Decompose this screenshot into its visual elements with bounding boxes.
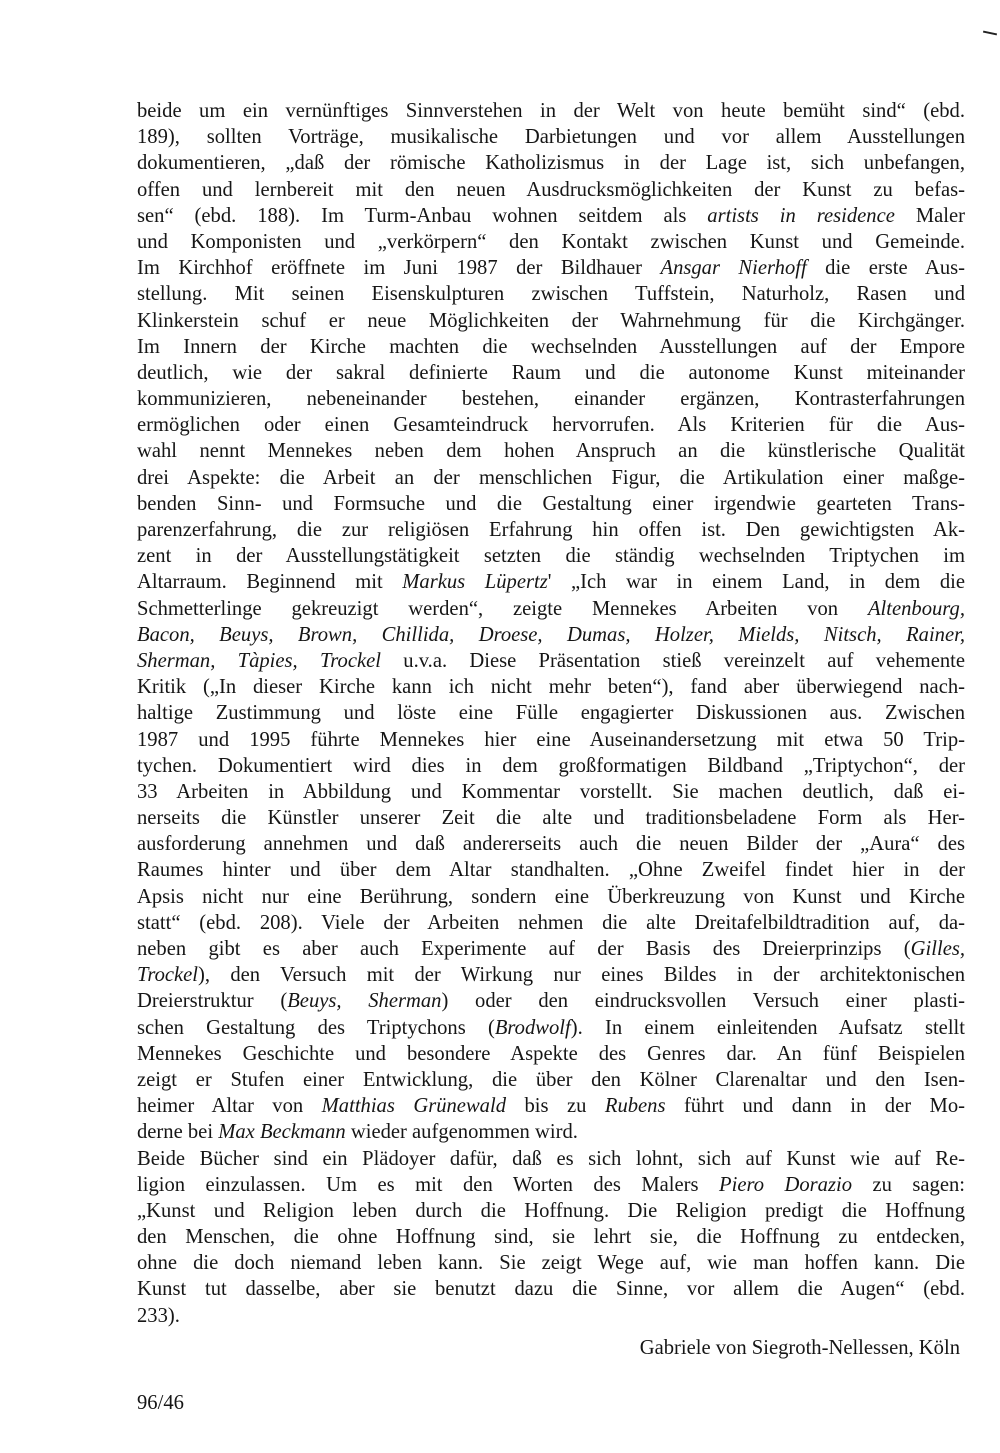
text-run: benden Sinn- und Formsuche und die Gestaltung einer irgendwie gearteten Trans-: [137, 492, 965, 515]
text-line: [137, 1276, 965, 1302]
text-run: ohne die doch niemand leben kann. Sie zeigt Wege auf, wie man hoffen kann. Die: [137, 1252, 965, 1275]
text-line: [137, 203, 965, 229]
text-line: [137, 491, 965, 517]
text-run: zu sagen:: [852, 1173, 965, 1196]
text-run: stellung. Mit seinen Eisenskulpturen zwischen Tuffstein, Naturholz, Rasen und: [137, 283, 965, 306]
text-run: heimer Altar von: [137, 1095, 322, 1118]
text-run: ' „Ich war in einem Land, in dem die: [547, 571, 965, 594]
text-line: [137, 517, 965, 543]
text-run: beide um ein vernünftiges Sinnverstehen in der Welt von heute bemüht sind“ (ebd.: [137, 100, 965, 122]
text-line: [137, 1041, 965, 1067]
text-line: [137, 360, 965, 386]
text-line: [137, 988, 965, 1014]
text-line: [137, 543, 965, 569]
italic-name: Piero Dorazio: [719, 1173, 852, 1196]
text-run: derne bei: [137, 1121, 219, 1144]
text-run: parenzerfahrung, die zur religiösen Erfahrung hin offen ist. Den gewichtigsten Ak-: [137, 519, 965, 541]
text-run: Kunst tut dasselbe, aber sie benutzt dazu die Sinne, vor allem die Augen“ (ebd.: [137, 1278, 965, 1301]
text-line: [137, 622, 965, 648]
text-line: [137, 1172, 965, 1198]
text-run: wahl nennt Mennekes neben dem hohen Anspruch an die künstlerische Qualität: [137, 440, 965, 463]
text-run: ). In einem einleitenden Aufsatz stellt: [570, 1016, 965, 1039]
text-line: [137, 805, 965, 831]
text-run: und Komponisten und „verkörpern“ den Kontakt zwischen Kunst und Gemeinde.: [137, 230, 965, 253]
text-line: [137, 1119, 965, 1145]
text-line: [137, 229, 965, 255]
text-run: Raumes hinter und über dem Altar standhalten. „Ohne Zweifel findet hier in der: [137, 859, 965, 882]
text-run: statt“ (ebd. 208). Viele der Arbeiten nehmen die alte Dreitafelbildtradition auf, da-: [137, 911, 965, 934]
italic-name: Sherman, Tàpies, Trockel: [137, 649, 381, 672]
text-line: [137, 177, 965, 203]
text-run: Im Kirchhof eröffnete im Juni 1987 der Bildhauer: [137, 257, 661, 280]
text-line: [137, 648, 965, 674]
scan-mark: [983, 31, 997, 36]
text-run: Apsis nicht nur eine Berührung, sondern eine Überkreuzung von Kunst und Kirche: [137, 885, 965, 908]
text-line: [137, 674, 965, 700]
author-signature: Gabriele von Siegroth-Nellessen, Köln: [639, 1337, 960, 1359]
text-run: 233).: [137, 1304, 180, 1327]
text-line: [137, 465, 965, 491]
text-run: ), den Versuch mit der Wirkung nur eines Bildes in der architektonischen: [198, 964, 965, 987]
text-line: [137, 910, 965, 936]
text-line: [137, 150, 965, 176]
text-run: sen“ (ebd. 188). Im Turm-Anbau wohnen seitdem als: [137, 204, 708, 227]
text-run: ) oder den eindrucksvollen Versuch einer plasti-: [441, 990, 965, 1013]
italic-name: Brodwolf: [494, 1016, 571, 1039]
text-run: ausforderung annehmen und daß andererseits auch die neuen Bilder der „Aura“ des: [137, 833, 965, 856]
text-line: [137, 700, 965, 726]
text-run: Mennekes Geschichte und besondere Aspekte des Genres dar. An fünf Beispielen: [137, 1042, 965, 1065]
text-run: Schmetterlinge gekreuzigt werden“, zeigte Mennekes Arbeiten von: [137, 597, 868, 620]
text-run: Klinkerstein schuf er neue Möglichkeiten der Wahrnehmung für die Kirchgänger.: [137, 309, 965, 332]
italic-name: Beuys, Sherman: [287, 990, 442, 1013]
italic-name: Gilles,: [910, 938, 965, 960]
text-run: 1987 und 1995 führte Mennekes hier eine Auseinandersetzung mit etwa 50 Trip-: [137, 728, 965, 751]
text-run: zent in der Ausstellungstätigkeit setzten die ständig wechselnden Triptychen im: [137, 545, 965, 568]
text-run: 33 Arbeiten in Abbildung und Kommentar vorstellt. Sie machen deutlich, daß ei-: [137, 780, 965, 803]
text-run: bis zu: [506, 1095, 605, 1118]
text-line: [137, 1067, 965, 1093]
italic-name: artists in residence: [707, 204, 895, 227]
text-run: „Kunst und Religion leben durch die Hoffnung. Die Religion predigt die Hoffnung: [137, 1199, 965, 1222]
text-line: [137, 884, 965, 910]
text-run: Im Innern der Kirche machten die wechselnden Ausstellungen auf der Empore: [137, 335, 965, 358]
text-line: [137, 1224, 965, 1250]
text-line: [137, 1250, 965, 1276]
text-run: dokumentieren, „daß der römische Katholizismus in der Lage ist, sich unbefangen,: [137, 152, 965, 175]
text-line: [137, 936, 965, 962]
text-line: [137, 98, 965, 124]
text-line: [137, 1303, 965, 1329]
text-line: [137, 596, 965, 622]
text-line: [137, 255, 965, 281]
text-run: haltige Zustimmung und löste eine Fülle engagierter Diskussionen aus. Zwischen: [137, 702, 965, 725]
text-run: wieder aufgenommen wird.: [345, 1121, 578, 1144]
italic-name: Bacon, Beuys, Brown, Chillida, Droese, Dumas, Holzer, Mields, Nitsch, Rainer,: [137, 623, 965, 646]
text-run: ligion einzulassen. Um es mit den Worten des Malers: [137, 1173, 720, 1196]
text-run: offen und lernbereit mit den neuen Ausdrucksmöglichkeiten der Kunst zu befas-: [137, 178, 965, 201]
italic-name: Markus Lüpertz: [402, 571, 548, 594]
text-run: die erste Aus-: [806, 257, 965, 280]
text-line: [137, 334, 965, 360]
text-line: [137, 124, 965, 150]
italic-name: Max Beckmann: [218, 1121, 346, 1144]
text-run: deutlich, wie der sakral definierte Raum und die autonome Kunst miteinander: [137, 361, 965, 384]
text-line: [137, 753, 965, 779]
text-run: führt und dann in der Mo-: [665, 1095, 965, 1118]
text-run: u.v.a. Diese Präsentation stieß vereinzelt auf vehemente: [381, 649, 965, 672]
italic-name: Ansgar Nierhoff: [660, 257, 807, 280]
text-line: [137, 412, 965, 438]
text-line: [137, 962, 965, 988]
italic-name: Trockel: [137, 964, 199, 987]
text-run: kommunizieren, nebeneinander bestehen, einander ergänzen, Kontrasterfahrungen: [137, 388, 965, 411]
text-line: [137, 831, 965, 857]
text-run: 189), sollten Vorträge, musikalische Darbietungen und vor allem Ausstellungen: [137, 126, 965, 149]
text-line: [137, 1093, 965, 1119]
text-run: Dreierstruktur (: [137, 990, 288, 1013]
body-text: [137, 98, 965, 1329]
italic-name: Matthias Grünewald: [321, 1095, 506, 1118]
text-line: [137, 727, 965, 753]
text-line: [137, 779, 965, 805]
text-run: Altarraum. Beginnend mit: [137, 571, 403, 594]
text-line: [137, 386, 965, 412]
text-run: zeigt er Stufen einer Entwicklung, die über den Kölner Clarenaltar und den Isen-: [137, 1068, 965, 1091]
text-run: Kritik („In dieser Kirche kann ich nicht mehr beten“), fand aber überwiegend nach-: [137, 676, 965, 699]
italic-name: Altenbourg,: [867, 597, 965, 620]
text-run: schen Gestaltung des Triptychons (: [137, 1016, 495, 1039]
text-run: Beide Bücher sind ein Plädoyer dafür, daß es sich lohnt, sich auf Kunst wie auf Re-: [137, 1147, 965, 1170]
text-line: [137, 308, 965, 334]
text-run: ermöglichen oder einen Gesamteindruck hervorrufen. Als Kriterien für die Aus-: [137, 414, 965, 437]
text-run: den Menschen, die ohne Hoffnung sind, sie lehrt sie, die Hoffnung zu entdecken,: [137, 1226, 965, 1249]
text-line: [137, 438, 965, 464]
text-run: nerseits die Künstler unserer Zeit die alte und traditionsbeladene Form als Her-: [137, 807, 965, 830]
text-run: drei Aspekte: die Arbeit an der menschlichen Figur, die Artikulation einer maßge-: [137, 466, 965, 489]
page-number: 96/46: [137, 1392, 184, 1414]
text-run: neben gibt es aber auch Experimente auf der Basis des Dreierprinzips (: [137, 938, 911, 960]
text-line: [137, 1015, 965, 1041]
text-run: tychen. Dokumentiert wird dies in dem großformatigen Bildband „Triptychon“, der: [137, 754, 965, 777]
italic-name: Rubens: [604, 1095, 666, 1118]
text-line: [137, 1198, 965, 1224]
text-line: [137, 281, 965, 307]
text-run: Maler: [894, 204, 965, 227]
text-line: [137, 857, 965, 883]
text-line: [137, 1146, 965, 1172]
text-line: [137, 569, 965, 595]
